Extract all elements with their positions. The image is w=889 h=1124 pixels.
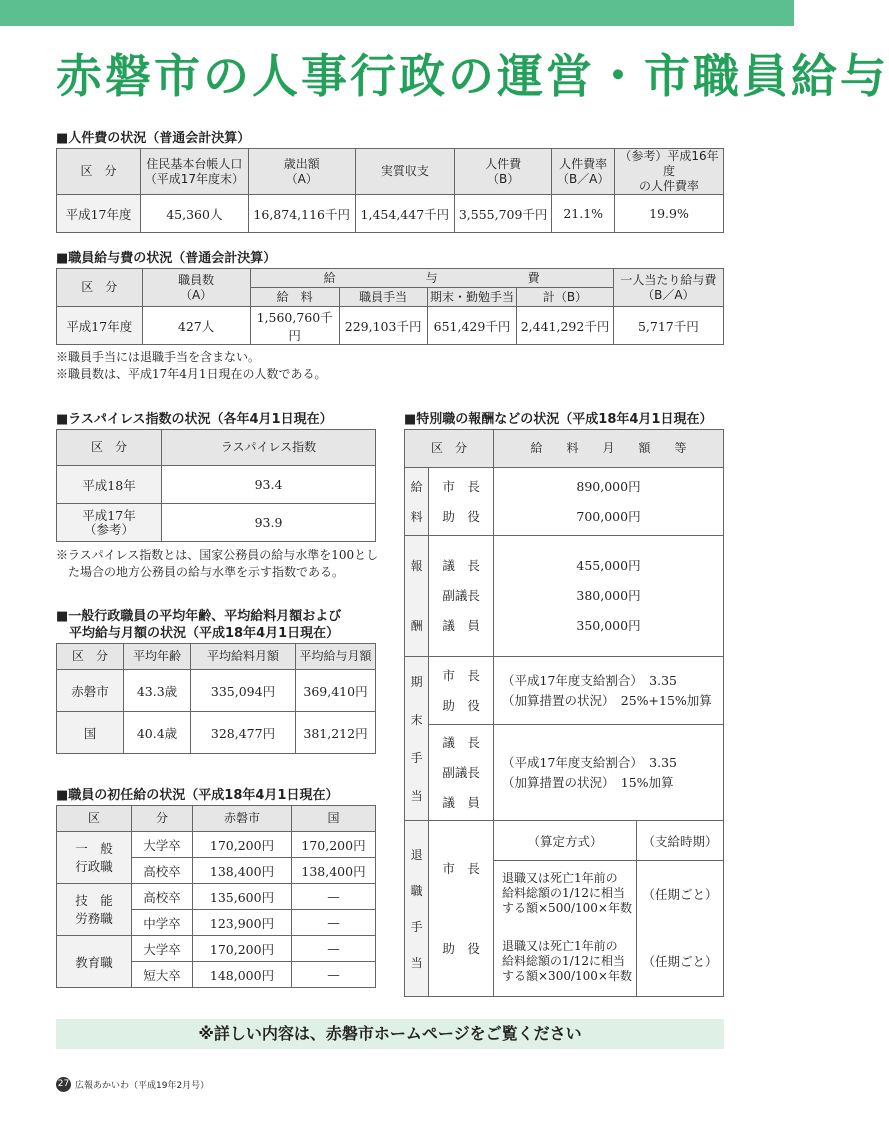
cell-avg-base: 328,477円 [191,712,296,754]
group-label: 教育職 [57,936,132,988]
table-row [57,712,376,754]
values: （平成17年度支給割合） 3.35 （加算措置の状況） 25%+15%加算 [494,657,724,725]
group-label-bonus: 期 末 手 当 [405,657,429,821]
table-row [57,670,376,712]
row-label: 平成18年 [57,466,162,504]
cell-education: 大学卒 [132,936,193,962]
cell-net-balance: 1,454,447千円 [355,195,454,233]
header-bonus: 期末・勤勉手当 [427,288,517,307]
group-label: 一 般 行政職 [57,832,132,884]
method: 退職又は死亡1年前の 給料総額の1/12に相当 する額×300/100×年数 [494,927,637,997]
cell-reference-ratio: 19.9% [615,195,724,233]
values: 455,000円 380,000円 350,000円 [494,536,724,657]
header-kubun: 区 分 [57,149,141,195]
table-row [57,195,724,233]
cell-avg-total: 369,410円 [296,670,376,712]
header-kubun: 区 分 [57,644,124,670]
table-row [57,466,376,504]
special-positions-table [404,429,724,997]
cell-staff-count: 427人 [142,307,250,345]
header-personnel-cost: 人件費 （B） [454,149,551,195]
titles: 議 長 副議長 議 員 [429,725,494,821]
section-heading-personnel-cost: ■人件費の状況（普通会計決算） [56,131,251,146]
table-row [57,307,724,345]
header-base-salary: 給 料 [250,288,339,307]
cell-education: 高校卒 [132,884,193,910]
cell-total: 2,441,292千円 [517,307,613,345]
row-label: 平成17年度 [57,307,143,345]
homepage-banner: ※詳しい内容は、赤磐市ホームページをご覧ください [56,1019,724,1049]
cell-index: 93.4 [162,466,376,504]
header-allowance: 職員手当 [339,288,427,307]
group-label-salary: 給 料 [405,468,429,536]
cell-national: 138,400円 [292,858,376,884]
header-national: 国 [292,806,376,832]
header-avg-age: 平均年齢 [124,644,191,670]
average-salary-table [56,643,376,754]
header-cost-ratio: 人件費率 （B／A） [552,149,615,195]
top-color-bar [0,0,794,26]
table-row [405,536,724,657]
note-laspeyres-1: ※ラスパイレス指数とは、国家公務員の給与水準を100とし [56,548,379,562]
table-row [57,936,376,962]
row-label: 赤磐市 [57,670,124,712]
cell-national: 170,200円 [292,832,376,858]
group-label: 技 能 労務職 [57,884,132,936]
cell-cost-ratio: 21.1% [552,195,615,233]
method: 退職又は死亡1年前の 給料総額の1/12に相当 する額×500/100×年数 [494,861,637,927]
header-akaiwa: 赤磐市 [193,806,292,832]
header-timing: （支給時期） [637,821,724,861]
titles: 市 長 助 役 [429,657,494,725]
note-laspeyres-2: た場合の地方公務員の給与水準を示す指数である。 [56,565,345,579]
table-row [405,657,724,725]
header-total: 計（B） [517,288,613,307]
personnel-cost-table [56,148,724,233]
cell-akaiwa: 170,200円 [193,936,292,962]
header-method: （算定方式） [494,821,637,861]
cell-education: 大学卒 [132,832,193,858]
header-index: ラスパイレス指数 [162,430,376,466]
header-kubun: 区 分 [57,430,162,466]
cell-index: 93.9 [162,504,376,542]
header-per-person: 一人当たり給与費 （B／A） [613,269,723,307]
cell-population: 45,360人 [141,195,249,233]
header-net-balance: 実質収支 [355,149,454,195]
starting-salary-table [56,805,376,988]
header-kubun-1: 区 [57,806,132,832]
header-kubun: 区 分 [405,430,494,468]
header-monthly-pay: 給 料 月 額 等 [494,430,724,468]
values: 890,000円 700,000円 [494,468,724,536]
section-heading-special-positions: ■特別職の報酬などの状況（平成18年4月1日現在） [404,412,713,427]
section-heading-starting-salary: ■職員の初任給の状況（平成18年4月1日現在） [56,788,339,803]
cell-expenditure: 16,874,116千円 [248,195,355,233]
row-label: 平成17年 （参考） [57,504,162,542]
cell-akaiwa: 148,000円 [193,962,292,988]
timing: （任期ごと） [637,927,724,997]
cell-national: — [292,910,376,936]
values: （平成17年度支給割合） 3.35 （加算措置の状況） 15%加算 [494,725,724,821]
publication-name: 広報あかいわ（平成19年2月号） [75,1081,210,1091]
table-row [57,884,376,910]
header-avg-total: 平均給与月額 [296,644,376,670]
titles: 議 長 副議長 議 員 [429,536,494,657]
page-number: 27 [56,1077,71,1092]
row-label: 平成17年度 [57,195,141,233]
table-row [405,468,724,536]
cell-personnel-cost: 3,555,709千円 [454,195,551,233]
cell-education: 短大卒 [132,962,193,988]
cell-avg-total: 381,212円 [296,712,376,754]
salary-cost-table [56,268,724,345]
titles: 市 長 助 役 [429,468,494,536]
timing: （任期ごと） [637,861,724,927]
note-2: ※職員数は、平成17年4月1日現在の人数である。 [56,367,327,381]
note-1: ※職員手当には退職手当を含まない。 [56,350,261,364]
cell-allowance: 229,103千円 [339,307,427,345]
cell-base-salary: 1,560,760千円 [250,307,339,345]
cell-national: — [292,884,376,910]
header-kubun-2: 分 [132,806,193,832]
section-heading-salary-cost: ■職員給与費の状況（普通会計決算） [56,251,277,266]
page-title: 赤磐市の人事行政の運営・市職員給与 [56,49,889,103]
section-heading-average-2: 平均給与月額の状況（平成18年4月1日現在） [56,626,340,641]
cell-avg-age: 40.4歳 [124,712,191,754]
header-kubun: 区 分 [57,269,143,307]
table-row [57,832,376,858]
group-label-retirement: 退 職 手 当 [405,821,429,997]
header-staff-count: 職員数 （A） [142,269,250,307]
cell-education: 中学卒 [132,910,193,936]
cell-akaiwa: 135,600円 [193,884,292,910]
table-row [57,504,376,542]
cell-akaiwa: 123,900円 [193,910,292,936]
header-avg-base: 平均給料月額 [191,644,296,670]
header-expenditure: 歳出額 （A） [248,149,355,195]
header-population: 住民基本台帳人口 （平成17年度末） [141,149,249,195]
row-label: 国 [57,712,124,754]
cell-national: — [292,962,376,988]
section-heading-average: ■一般行政職員の平均年齢、平均給料月額および [56,609,342,624]
cell-national: — [292,936,376,962]
titles: 市 長 助 役 [429,821,494,997]
laspeyres-table [56,429,376,542]
cell-bonus: 651,429千円 [427,307,517,345]
cell-akaiwa: 138,400円 [193,858,292,884]
group-label-remuneration: 報 酬 [405,536,429,657]
cell-education: 高校卒 [132,858,193,884]
section-heading-laspeyres: ■ラスパイレス指数の状況（各年4月1日現在） [56,412,333,427]
cell-avg-age: 43.3歳 [124,670,191,712]
header-reference-ratio: （参考）平成16年度 の人件費率 [615,149,724,195]
table-row [405,821,724,861]
table-row [405,725,724,821]
cell-avg-base: 335,094円 [191,670,296,712]
header-salary-cost: 給 与 費 [250,269,613,288]
cell-per-person: 5,717千円 [613,307,723,345]
cell-akaiwa: 170,200円 [193,832,292,858]
